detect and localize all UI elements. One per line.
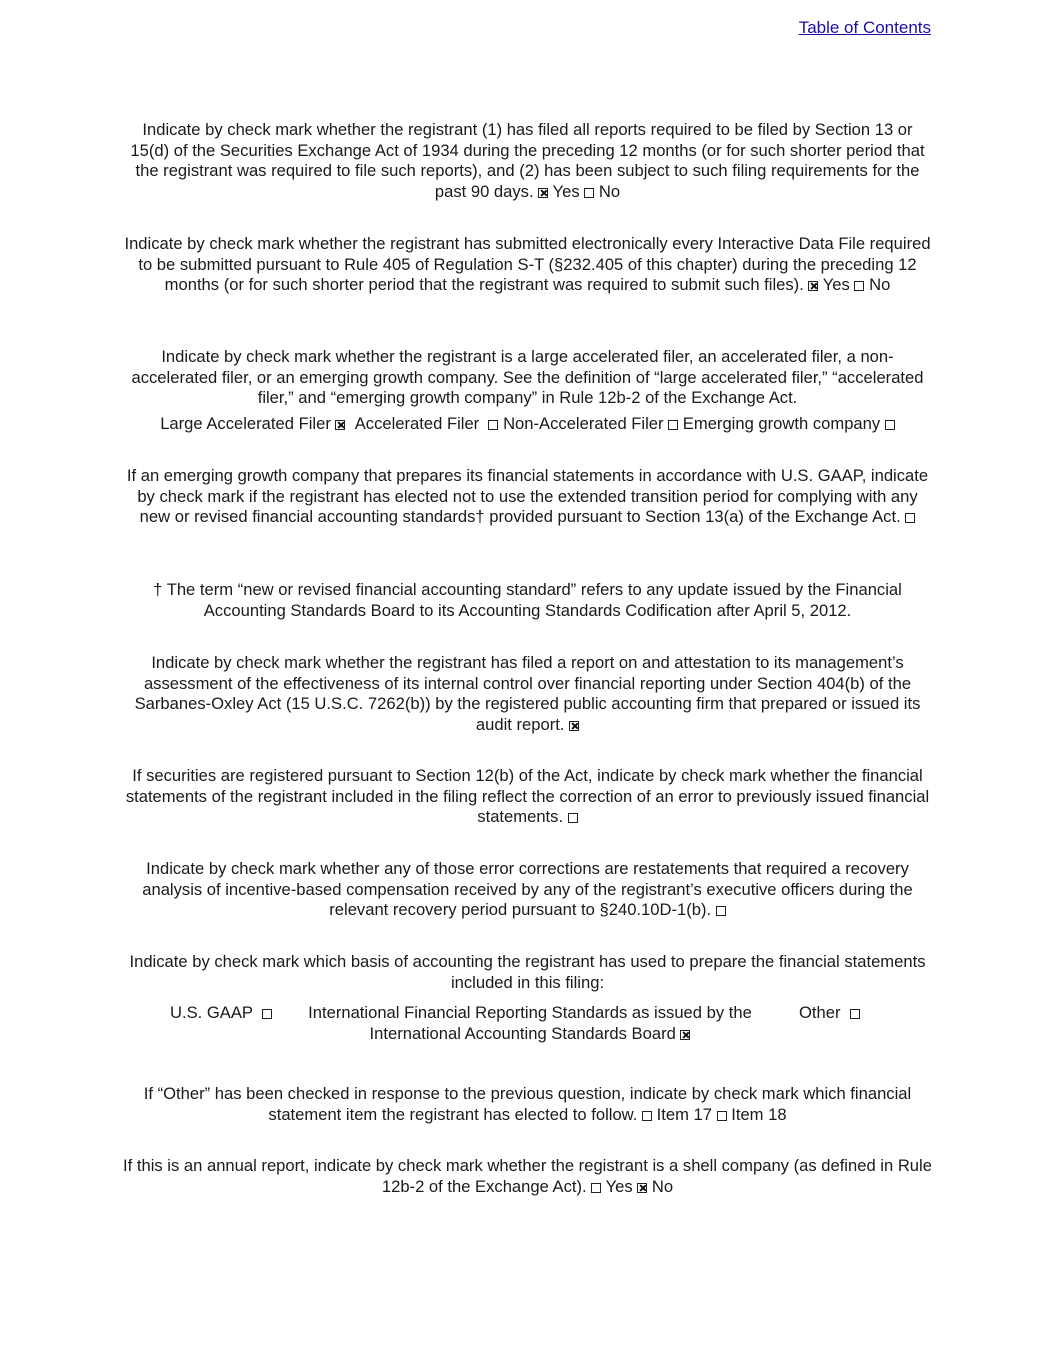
filer-options xyxy=(122,414,933,434)
q5-text: Indicate by check mark whether the registrant has filed a report on and attestation to its management’s assessment of the effectiveness of its internal control over financial reporting under Section 404(b) of the Sarbanes-Oxley Act (15 U.S.C. 7262(b)) by the registered public accounting firm that prepared or issued its audit report. xyxy=(134,653,921,735)
footnote-text: † The term “new or revised financial accounting standard” refers to any update issued by the Financial Accounting Standards Board to its Accounting Standards Codification after April 5, 2012. xyxy=(153,580,902,620)
ifrs-label: International Financial Reporting Standards as issued by the International Accounting Standards Board xyxy=(308,1003,752,1043)
q9-other-item xyxy=(122,1084,933,1125)
q4-text: If an emerging growth company that prepares its financial statements in accordance with U.S. GAAP, indicate by check mark if the registrant has elected not to use the extended transition period for complying with any new or revised financial accounting standards† provided pursuant to Section 13(a) of the Exchange Act. xyxy=(126,466,929,527)
q7-restatements xyxy=(122,859,933,921)
q10-no-label: No xyxy=(651,1176,674,1196)
q10-shell-company xyxy=(122,1156,933,1197)
item17-checkbox[interactable] xyxy=(642,1111,652,1121)
q1-periodic-reports xyxy=(122,120,933,203)
q2-yes-label: Yes xyxy=(822,275,850,295)
q2-interactive-data xyxy=(122,234,933,296)
us-gaap-label: U.S. GAAP xyxy=(170,1003,253,1022)
q10-yes-checkbox[interactable] xyxy=(591,1183,601,1193)
footnote xyxy=(122,580,933,621)
q7-text: Indicate by check mark whether any of those error corrections are restatements that required a recovery analysis of incentive-based compensation received by any of the registrant’s executive officers during the relevant recovery period pursuant to §240.10D-1(b). xyxy=(142,859,913,920)
q6-checkbox[interactable] xyxy=(568,813,578,823)
accelerated-filer-checkbox[interactable] xyxy=(488,420,498,430)
q6-error-correction xyxy=(122,766,933,828)
q3-text: Indicate by check mark whether the registrant is a large accelerated filer, an accelerated filer, a non-accelerated filer, or an emerging growth company. See the definition of “large accelerated filer,” “accelerated filer,” and “emerging growth company” in Rule 12b-2 of the Exchange Act. xyxy=(131,347,924,408)
q6-text: If securities are registered pursuant to Section 12(b) of the Act, indicate by check mark whether the financial statements of the registrant included in the filing reflect the correction of an error to previously issued financial statements. xyxy=(125,766,930,827)
q1-yes-label: Yes xyxy=(552,182,580,202)
q3-filer-status xyxy=(122,347,933,409)
large-accelerated-filer-label: Large Accelerated Filer xyxy=(160,414,331,433)
emerging-growth-company-checkbox[interactable] xyxy=(885,420,895,430)
q1-yes-checkbox[interactable] xyxy=(538,188,548,198)
q7-checkbox[interactable] xyxy=(716,906,726,916)
non-accelerated-filer-checkbox[interactable] xyxy=(668,420,678,430)
item18-checkbox[interactable] xyxy=(717,1111,727,1121)
us-gaap-checkbox[interactable] xyxy=(262,1009,272,1019)
us-gaap-option xyxy=(170,1003,272,1024)
ifrs-option xyxy=(300,1003,760,1044)
other-option xyxy=(799,1003,860,1024)
q2-yes-checkbox[interactable] xyxy=(808,281,818,291)
q5-checkbox[interactable] xyxy=(569,721,579,731)
q5-internal-control xyxy=(122,653,933,736)
q10-text: If this is an annual report, indicate by check mark whether the registrant is a shell company (as defined in Rule 12b-2 of the Exchange Act). xyxy=(123,1156,932,1196)
q1-text: Indicate by check mark whether the registrant (1) has filed all reports required to be filed by Section 13 or 15(d) of the Securities Exchange Act of 1934 during the preceding 12 months (or for such shorter period that the registrant was required to file such reports), and (2) has been subject to such filing requirements for the past 90 days. xyxy=(130,120,925,202)
q4-transition-period xyxy=(122,466,933,528)
q2-no-checkbox[interactable] xyxy=(854,281,864,291)
q1-no-checkbox[interactable] xyxy=(584,188,594,198)
other-checkbox[interactable] xyxy=(850,1009,860,1019)
large-accelerated-filer-checkbox[interactable] xyxy=(335,420,345,430)
ifrs-checkbox[interactable] xyxy=(680,1030,690,1040)
non-accelerated-filer-label: Non-Accelerated Filer xyxy=(503,414,664,433)
item17-label: Item 17 xyxy=(656,1104,712,1124)
accelerated-filer-label: Accelerated Filer xyxy=(354,414,480,433)
item18-label: Item 18 xyxy=(731,1104,787,1124)
q1-no-label: No xyxy=(598,182,621,202)
q2-text: Indicate by check mark whether the registrant has submitted electronically every Interactive Data File required to be submitted pursuant to Rule 405 of Regulation S-T (§232.405 of this chapter) during the preceding 12 months (or for such shorter period that the registrant was required to submit such files). xyxy=(124,234,931,295)
q10-yes-label: Yes xyxy=(605,1176,633,1196)
q9-text: If “Other” has been checked in response to the previous question, indicate by check mark which financial statement item the registrant has elected to follow. xyxy=(143,1084,912,1124)
q8-accounting-basis xyxy=(122,952,933,993)
emerging-growth-company-label: Emerging growth company xyxy=(682,414,881,433)
other-label: Other xyxy=(799,1003,841,1022)
table-of-contents-link[interactable]: Table of Contents xyxy=(798,18,931,37)
q8-text: Indicate by check mark which basis of accounting the registrant has used to prepare the financial statements included in this filing: xyxy=(129,952,926,992)
q10-no-checkbox[interactable] xyxy=(637,1183,647,1193)
q2-no-label: No xyxy=(869,275,891,295)
q4-checkbox[interactable] xyxy=(905,513,915,523)
